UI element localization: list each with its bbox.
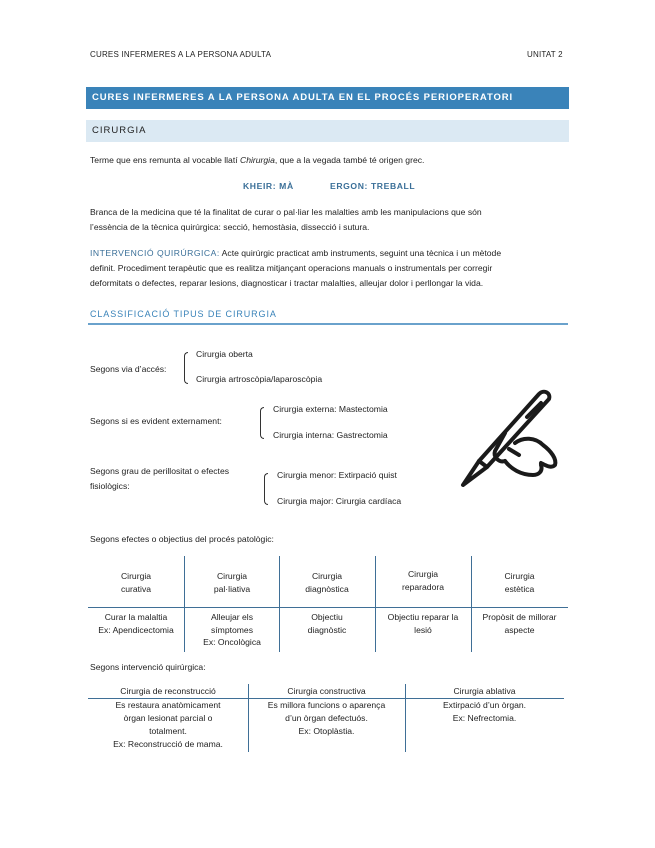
objectives-cell bbox=[471, 611, 568, 636]
intervention-text: Acte quirúrgic practicat amb instruments, seguint una tècnica i un mètode bbox=[219, 248, 502, 258]
intervention-line-3: deformitats o defectes, reparar lesions, diagnosticar i tractar malalties, alleujar dolor i perllongar la vida. bbox=[90, 278, 484, 288]
objectives-header-line: Cirurgia bbox=[407, 569, 439, 579]
intervention-types-label: Segons intervenció quirúrgica: bbox=[90, 662, 206, 672]
objectives-cell-line: Objectiu reparar la bbox=[387, 612, 459, 622]
objectives-cell-line: Propòsit de millorar bbox=[482, 612, 557, 622]
intervention-cell-line: Ex: Nefrectomia. bbox=[452, 713, 517, 723]
objectives-header bbox=[88, 570, 184, 595]
intro-italic: Chirurgia bbox=[240, 155, 275, 165]
evident-option-external: Cirurgia externa: Mastectomia bbox=[273, 404, 388, 414]
intervention-type-cell bbox=[405, 699, 564, 725]
intervention-type-title: Cirurgia constructiva bbox=[287, 686, 366, 696]
objectives-header-line: Cirurgia bbox=[504, 571, 535, 581]
classification-title: CLASSIFICACIÓ TIPUS DE CIRURGIA bbox=[90, 309, 277, 319]
objectives-cell-line: lesió bbox=[414, 624, 432, 635]
evident-label: Segons si es evident externament: bbox=[90, 416, 222, 426]
objectives-header-line: estètica bbox=[504, 583, 535, 594]
intervention-types-table bbox=[88, 684, 564, 754]
evident-brace bbox=[260, 407, 264, 439]
objectives-header-line: Cirurgia bbox=[311, 571, 343, 581]
intervention-term: INTERVENCIÓ QUIRÚRGICA: bbox=[90, 248, 220, 258]
objectives-header bbox=[471, 570, 568, 595]
objectives-header bbox=[279, 570, 375, 595]
running-header-right: UNITAT 2 bbox=[527, 50, 563, 59]
risk-option-minor: Cirurgia menor: Extirpació quist bbox=[277, 470, 397, 480]
evident-option-internal: Cirurgia interna: Gastrectomia bbox=[273, 430, 388, 440]
objectives-cell bbox=[88, 611, 184, 636]
intervention-type-title: Cirurgia de reconstrucció bbox=[120, 686, 216, 696]
etymology-ergon: ERGON: TREBALL bbox=[330, 181, 416, 191]
objectives-header-rule bbox=[88, 607, 568, 608]
objectives-cell-line: Alleujar els bbox=[210, 612, 254, 622]
via-label: Segons via d’accés: bbox=[90, 364, 167, 374]
objectives-cell-line: Ex: Apendicectomia bbox=[98, 624, 174, 635]
etymology-kheir: KHEIR: MÀ bbox=[243, 181, 294, 191]
objectives-cell-line: aspecte bbox=[504, 624, 535, 635]
objectives-header-line: pal·liativa bbox=[213, 583, 251, 594]
hand-scalpel-icon bbox=[455, 385, 565, 490]
intervention-type-title: Cirurgia ablativa bbox=[453, 686, 516, 696]
objectives-header-line: curativa bbox=[120, 583, 152, 594]
running-header-left: CURES INFERMERES A LA PERSONA ADULTA bbox=[90, 50, 272, 59]
intervention-type-cell bbox=[248, 699, 405, 738]
intro-paragraph bbox=[90, 153, 424, 168]
classification-rule bbox=[88, 323, 568, 325]
objectives-cell bbox=[184, 611, 280, 649]
risk-label-line-2: fisiològics: bbox=[90, 481, 130, 491]
page-banner: CURES INFERMERES A LA PERSONA ADULTA EN EL PROCÉS PERIOPERATORI bbox=[86, 87, 569, 109]
objectives-cell bbox=[375, 611, 471, 636]
objectives-header bbox=[375, 568, 471, 593]
risk-label-line-1: Segons grau de perillositat o efectes bbox=[90, 466, 230, 476]
intervention-line-2: definit. Procediment terapèutic que es realitza mitjançant operacions manuals o instrumentals per corregir bbox=[90, 263, 493, 273]
intervention-cell-line: Ex: Reconstrucció de mama. bbox=[113, 739, 223, 749]
objectives-cell-line: diagnòstic bbox=[307, 624, 347, 635]
definition-line-2: l’essència de la tècnica quirúrgica: secció, hemostàsia, dissecció i sutura. bbox=[90, 222, 370, 232]
objectives-header-line: Cirurgia bbox=[120, 571, 152, 581]
via-option-open: Cirurgia oberta bbox=[196, 349, 253, 359]
objectives-label: Segons efectes o objectius del procés patològic: bbox=[90, 534, 274, 544]
risk-brace bbox=[264, 473, 268, 505]
objectives-header-line: diagnòstica bbox=[305, 583, 349, 594]
objectives-cell-line: símptomes bbox=[210, 624, 254, 635]
objectives-cell-line: Curar la malaltia bbox=[104, 612, 168, 622]
objectives-header-line: reparadora bbox=[401, 581, 445, 592]
objectives-header-line: Cirurgia bbox=[216, 571, 248, 581]
intervention-type-cell bbox=[88, 699, 248, 751]
via-brace bbox=[184, 352, 188, 384]
intervention-cell-line: Es millora funcions o aparença bbox=[267, 700, 386, 710]
definition-line-1: Branca de la medicina que té la finalitat de curar o pal·liar les malalties amb les manipulacions que són bbox=[90, 207, 482, 217]
risk-option-major: Cirurgia major: Cirurgia cardíaca bbox=[277, 496, 402, 506]
objectives-cell-line: Ex: Oncològica bbox=[203, 637, 261, 647]
via-option-laparoscopy: Cirurgia artroscòpia/laparoscòpia bbox=[196, 374, 323, 384]
intervention-cell-line: Ex: Otoplàstia. bbox=[298, 726, 355, 736]
intervention-cell-line: Es restaura anatòmicament bbox=[115, 700, 221, 710]
objectives-cell bbox=[279, 611, 375, 636]
intervention-line-1 bbox=[90, 246, 501, 261]
intervention-cell-line: òrgan lesionat parcial o bbox=[123, 713, 213, 723]
intervention-cell-line: d’un òrgan defectuós. bbox=[285, 713, 368, 723]
intro-before: Terme que ens remunta al vocable llatí bbox=[90, 155, 240, 165]
objectives-header bbox=[184, 570, 280, 595]
intervention-cell-line: totalment. bbox=[149, 726, 187, 736]
section-title: CIRURGIA bbox=[86, 120, 569, 142]
intro-after: , que a la vegada també té origen grec. bbox=[274, 155, 425, 165]
objectives-cell-line: Objectiu bbox=[311, 612, 343, 622]
intervention-cell-line: Extirpació d’un òrgan. bbox=[442, 700, 527, 710]
objectives-table bbox=[88, 556, 568, 652]
